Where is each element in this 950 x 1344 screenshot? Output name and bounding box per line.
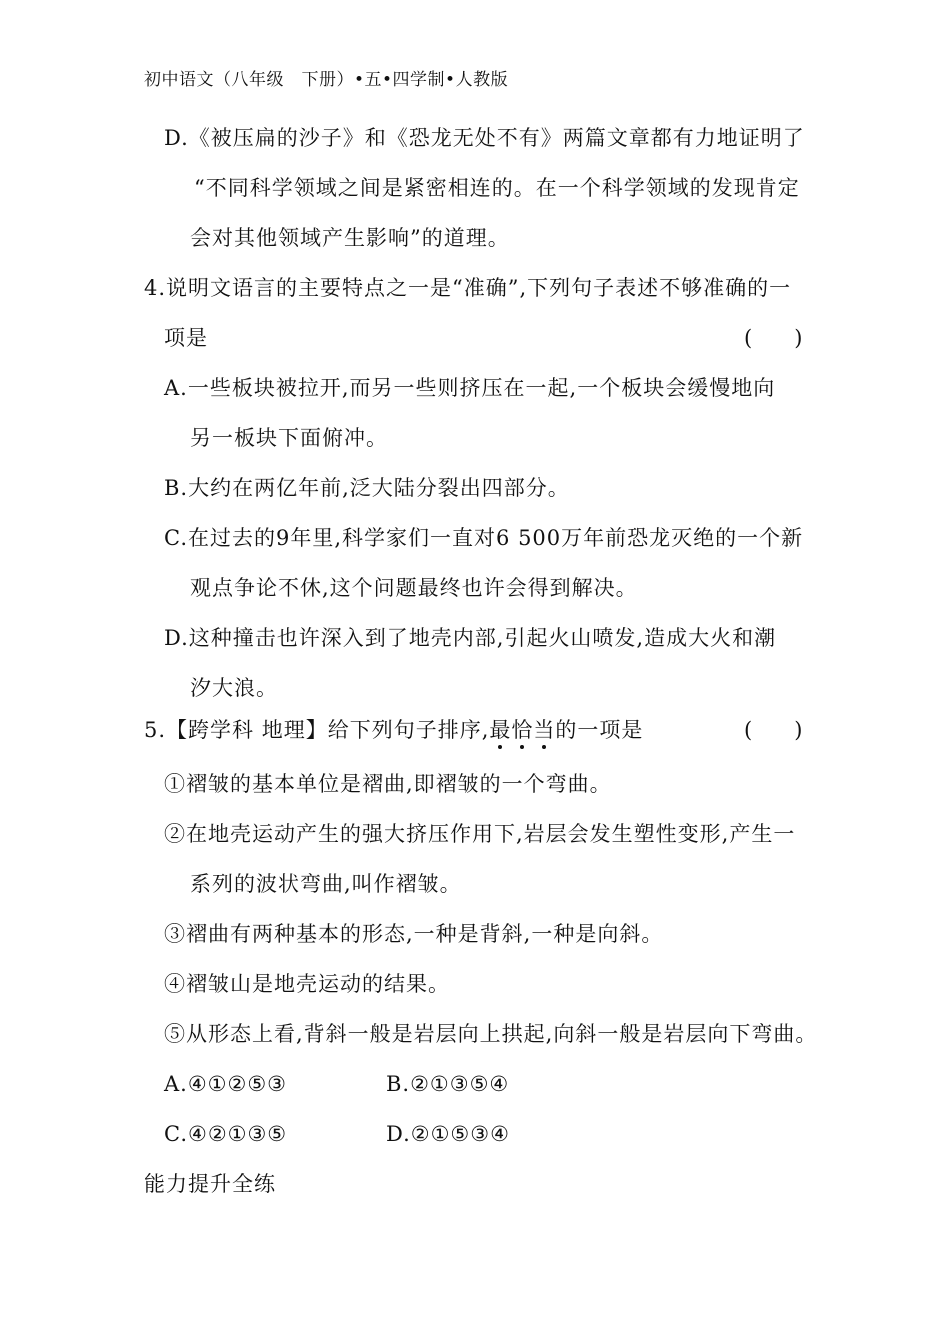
q5-sentence-1: ①褶皱的基本单位是褶曲,即褶皱的一个弯曲。 xyxy=(164,772,612,796)
q5-emphasis-char-1: 最 xyxy=(489,718,512,742)
q3-option-d-line3: 会对其他领域产生影响”的道理。 xyxy=(190,226,510,250)
q5-choice-d: D.②①⑤③④ xyxy=(386,1122,510,1146)
q4-option-d-line2: 汐大浪。 xyxy=(190,676,278,700)
q4-option-c-line2: 观点争论不休,这个问题最终也许会得到解决。 xyxy=(190,576,638,600)
q5-sentence-2-line2: 系列的波状弯曲,叫作褶皱。 xyxy=(190,872,462,896)
page-header: 初中语文（八年级 下册）•五•四学制•人教版 xyxy=(144,70,509,90)
q5-emphasis-char-3: 当 xyxy=(533,718,556,742)
q4-option-c-line1: C.在过去的9年里,科学家们一直对6 500万年前恐龙灭绝的一个新 xyxy=(164,526,804,550)
q5-choice-c: C.④②①③⑤ xyxy=(164,1122,288,1146)
q4-option-d-line1: D.这种撞击也许深入到了地壳内部,引起火山喷发,造成大火和潮 xyxy=(164,626,777,650)
q5-stem-suffix: 的一项是 xyxy=(555,718,644,742)
q4-answer-paren: ( ) xyxy=(744,326,803,350)
q5-stem-prefix: 5.【跨学科 地理】给下列句子排序, xyxy=(144,718,490,742)
q5-answer-paren: ( ) xyxy=(744,718,803,742)
section-heading: 能力提升全练 xyxy=(144,1172,276,1196)
q5-stem xyxy=(144,716,643,744)
q4-stem-line1: 4.说明文语言的主要特点之一是“准确”,下列句子表述不够准确的一 xyxy=(144,276,792,300)
q5-choice-a: A.④①②⑤③ xyxy=(164,1072,287,1096)
q5-choice-b: B.②①③⑤④ xyxy=(386,1072,510,1096)
q5-emphasis-char-2: 恰 xyxy=(511,718,534,742)
q4-stem-line2: 项是 xyxy=(164,326,208,350)
q5-sentence-5: ⑤从形态上看,背斜一般是岩层向上拱起,向斜一般是岩层向下弯曲。 xyxy=(164,1022,818,1046)
q4-option-a-line2: 另一板块下面俯冲。 xyxy=(190,426,388,450)
q4-option-b: B.大约在两亿年前,泛大陆分裂出四部分。 xyxy=(164,476,570,500)
q5-sentence-4: ④褶皱山是地壳运动的结果。 xyxy=(164,972,450,996)
q5-sentence-3: ③褶曲有两种基本的形态,一种是背斜,一种是向斜。 xyxy=(164,922,664,946)
q3-option-d-line2: “不同科学领域之间是紧密相连的。在一个科学领域的发现肯定 xyxy=(194,176,800,200)
q3-option-d-line1: D.《被压扁的沙子》和《恐龙无处不有》两篇文章都有力地证明了 xyxy=(164,126,805,150)
q4-option-a-line1: A.一些板块被拉开,而另一些则挤压在一起,一个板块会缓慢地向 xyxy=(164,376,776,400)
q5-sentence-2-line1: ②在地壳运动产生的强大挤压作用下,岩层会发生塑性变形,产生一 xyxy=(164,822,796,846)
